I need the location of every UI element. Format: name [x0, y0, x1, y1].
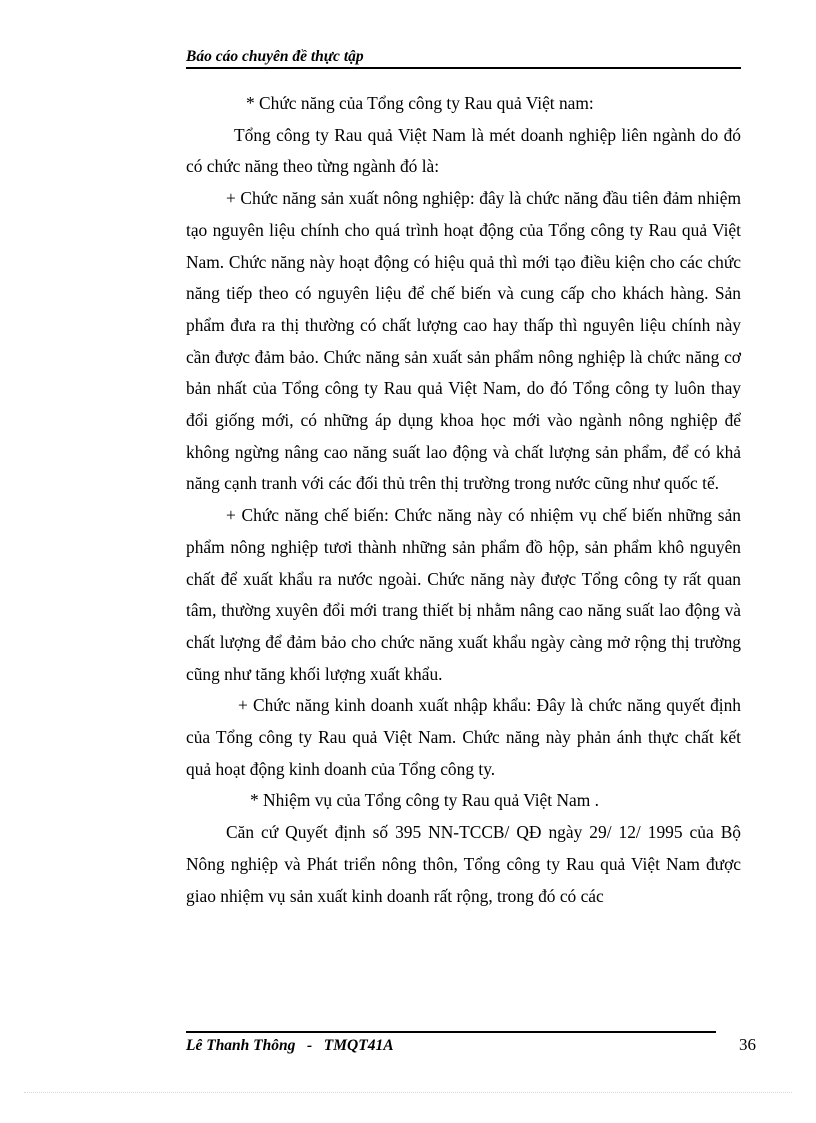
page-number: 36 [739, 1035, 756, 1054]
section-heading-functions: * Chức năng của Tổng công ty Rau quả Việt nam: [246, 93, 594, 113]
section-heading-duties: * Nhiệm vụ của Tổng công ty Rau quả Việt Nam . [250, 790, 599, 811]
footer-rule [186, 1031, 716, 1033]
header-rule [186, 67, 741, 69]
paragraph-processing: + Chức năng chế biến: Chức năng này có nhiệm vụ chế biến những sản phẩm nông nghiệp tươi thành những sản phẩm đồ hộp, sản phẩm khô nguyên chất để xuất khẩu ra nước ngoài. Chức năng này được Tổng công ty rất quan tâm, thường xuyên đổi mới trang thiết bị nhằm nâng cao năng suất lao động và chất lượng để đảm bảo cho chức năng xuất khẩu ngày càng mở rộng thị trường cũng như tăng khối lượng xuất khẩu. [186, 505, 741, 684]
paragraph-trade: + Chức năng kinh doanh xuất nhập khẩu: Đây là chức năng quyết định của Tổng công ty Rau quả Việt Nam. Chức năng này phản ánh thực chất kết quả hoạt động kinh doanh của Tổng công ty. [186, 695, 741, 779]
paragraph-decision: Căn cứ Quyết định số 395 NN-TCCB/ QĐ ngày 29/ 12/ 1995 của Bộ Nông nghiệp và Phát triển nông thôn, Tổng công ty Rau quả Việt Nam được giao nhiệm vụ sản xuất kinh doanh rất rộng, trong đó có các [186, 822, 741, 906]
page-bottom-divider [24, 1092, 792, 1093]
body-text [186, 88, 741, 912]
footer-author: Lê Thanh Thông - TMQT41A [186, 1037, 394, 1054]
running-header: Báo cáo chuyên đề thực tập [186, 48, 364, 65]
paragraph-intro: Tổng công ty Rau quả Việt Nam là mét doanh nghiệp liên ngành do đó có chức năng theo từng ngành đó là: [186, 124, 741, 177]
paragraph-agriculture: + Chức năng sản xuất nông nghiệp: đây là chức năng đầu tiên đảm nhiệm tạo nguyên liệu chính cho quá trình hoạt động của Tổng công ty Rau quả Việt Nam. Chức năng này hoạt động có hiệu quả thì mới tạo điều kiện cho các chức năng tiếp theo có nguyên liệu để chế biến và cung cấp cho khách hàng. Sản phẩm đưa ra thị thường có chất lượng cao hay thấp thì nguyên liệu chính này cần được đảm bảo. Chức năng sản xuất sản phẩm nông nghiệp là chức năng cơ bản nhất của Tổng công ty Rau quả Việt Nam, do đó Tổng công ty luôn thay đổi giống mới, có những áp dụng khoa học mới vào ngành nông nghiệp để không ngừng nâng cao năng suất lao động và chất lượng sản phẩm, để có khả năng cạnh tranh với các đối thủ trên thị trường trong nước cũng như quốc tế. [186, 188, 741, 494]
